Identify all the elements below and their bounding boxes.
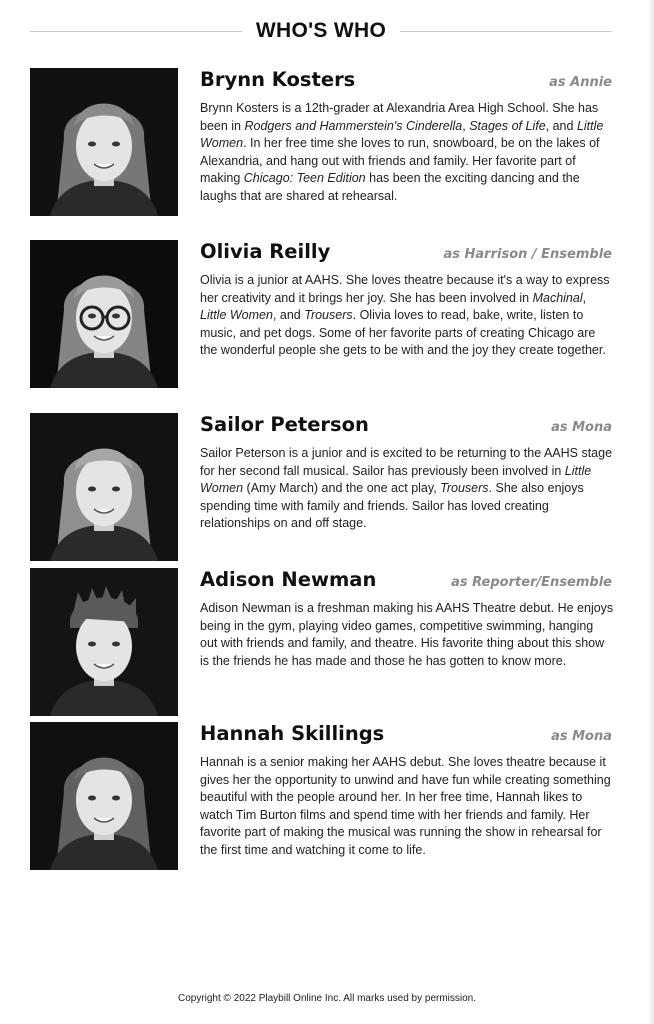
cast-name: Adison Newman [200, 568, 377, 591]
cast-info [200, 568, 614, 670]
cast-name: Brynn Kosters [200, 68, 356, 91]
cast-role: as Reporter/Ensemble [451, 575, 612, 590]
bio-text: . Olivia loves to read, bake, write, listen to music, and pet dogs. Some of her favorite parts of creating Chicago are the wonderful people she gets to be with and the joy they create together. [200, 308, 606, 358]
bio-text: has been the exciting dancing and the laughs that are shared at rehearsal. [200, 171, 580, 203]
cast-heading [200, 68, 614, 94]
bio-text: , and [272, 308, 305, 323]
cast-bio [200, 754, 614, 860]
cast-info [200, 722, 614, 860]
bio-text: . She also enjoys spending time with family and friends. Sailor has loved creating relationships on and off stage. [200, 481, 584, 531]
bio-text: , [462, 118, 470, 133]
cast-bio [200, 272, 614, 360]
headshot-photo [30, 68, 178, 216]
bio-text: , [582, 290, 587, 305]
cast-heading [200, 413, 614, 439]
bio-title-italic: Stages of Life [469, 118, 546, 133]
cast-name: Olivia Reilly [200, 240, 331, 263]
header-rule-left [30, 31, 242, 32]
cast-bio [200, 445, 614, 533]
bio-title-italic: Trousers [440, 481, 489, 496]
bio-title-italic: Machinal [532, 290, 583, 305]
bio-title-italic: Chicago: Teen Edition [243, 171, 366, 186]
cast-role: as Harrison / Ensemble [443, 247, 612, 262]
cast-heading [200, 568, 614, 594]
headshot-photo [30, 722, 178, 870]
bio-title-italic: Little Women [200, 308, 273, 323]
page-title: WHO'S WHO [255, 19, 387, 42]
cast-heading [200, 722, 614, 748]
bio-title-italic: Little Women [200, 463, 592, 496]
cast-bio [200, 600, 614, 670]
headshot-photo [30, 413, 178, 561]
bio-text: (Amy March) and the one act play, [243, 481, 441, 496]
bio-text: Adison Newman is a freshman making his AAHS Theatre debut. He enjoys being in the gym, playing video games, competitive swimming, hanging out with friends and family, and theatre. His favorite thing about this show is the friends he has made and those he has gotten to know more. [200, 601, 614, 668]
bio-text: Sailor Peterson is a junior and is excited to be returning to the AAHS stage for her second fall musical. Sailor has previously been involved in [200, 446, 613, 478]
cast-info [200, 68, 614, 206]
bio-title-italic: Rodgers and Hammerstein's Cinderella [244, 118, 463, 133]
cast-name: Hannah Skillings [200, 722, 385, 745]
cast-role: as Annie [549, 75, 612, 90]
headshot-photo [30, 240, 178, 388]
bio-text: Hannah is a senior making her AAHS debut. She loves theatre because it gives her the opportunity to unwind and have fun while creating something beautiful with the people around her. In her free time, Hannah likes to watch Tim Burton films and spend time with her friends and family. Her favorite part of making the musical was running the show in rehearsal for the first time and watching it come to life. [200, 755, 611, 857]
cast-name: Sailor Peterson [200, 413, 369, 436]
bio-text: . In her free time she loves to run, snowboard, be on the lakes of Alexandria, and hang out with friends and family. Her favorite part of making [200, 136, 600, 186]
header-rule-right [400, 31, 612, 32]
bio-text: , and [545, 118, 577, 133]
cast-role: as Mona [551, 729, 612, 744]
bio-text: Brynn Kosters is a 12th-grader at Alexandria Area High School. She has been in [200, 101, 599, 133]
cast-role: as Mona [551, 420, 612, 435]
bio-title-italic: Trousers [304, 308, 353, 323]
headshot-photo [30, 568, 178, 716]
cast-bio [200, 100, 614, 206]
cast-info [200, 240, 614, 360]
section-header [30, 18, 612, 44]
bio-text: Olivia is a junior at AAHS. She loves theatre because it's a way to express her creativity and it brings her joy. She has been involved in [200, 273, 610, 305]
bio-title-italic: Little Women [200, 118, 604, 151]
cast-info [200, 413, 614, 533]
cast-heading [200, 240, 614, 266]
copyright-notice: Copyright © 2022 Playbill Online Inc. All marks used by permission. [177, 993, 477, 1004]
page-edge [648, 0, 654, 1024]
